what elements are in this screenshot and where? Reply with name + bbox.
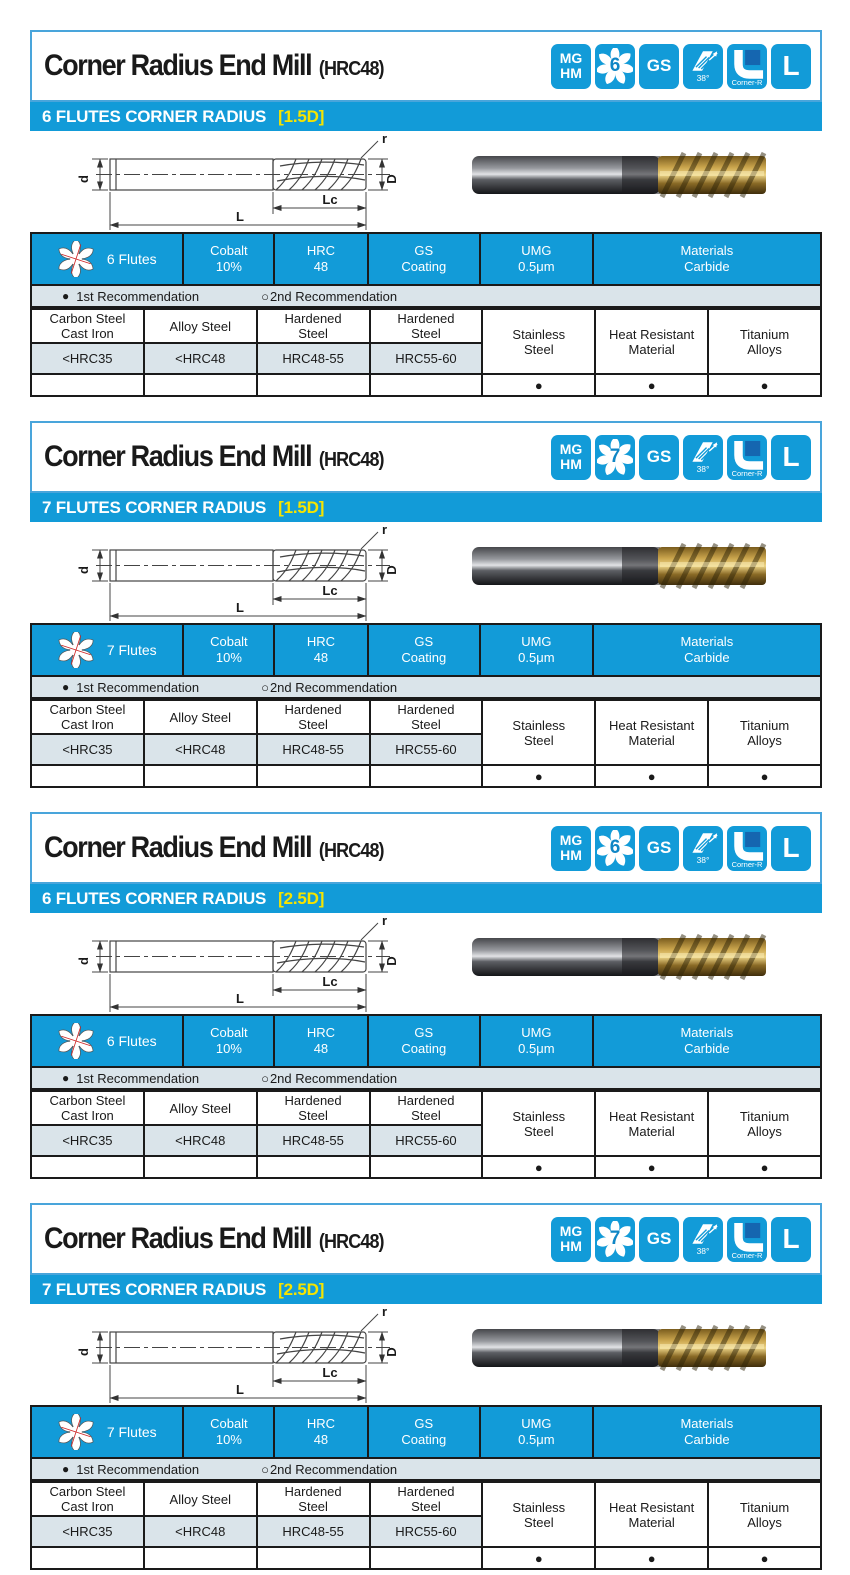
dim-label-l: L — [236, 600, 244, 615]
flutes-count-icon — [595, 1217, 635, 1262]
dot-cell-empty — [370, 1547, 483, 1569]
corner-r-icon: Corner-R — [727, 44, 767, 89]
material-carbon-steel: Carbon Steel Cast Iron — [31, 700, 144, 734]
series-size-tag: [2.5D] — [278, 1279, 325, 1299]
dot-cell-empty — [370, 374, 483, 396]
feature-icons — [551, 826, 811, 871]
dim-label-lc: Lc — [322, 583, 338, 598]
product-photo — [470, 151, 770, 199]
dot-cell-filled: ● — [595, 765, 708, 787]
media-row — [30, 913, 822, 1014]
dot-cell-empty — [257, 1156, 370, 1178]
material-carbon-steel: Carbon Steel Cast Iron — [31, 309, 144, 343]
spec-cobalt-cell: Cobalt 10% — [183, 624, 274, 676]
spec-row — [31, 233, 821, 285]
first-recommendation: ● 1st Recommendation — [62, 679, 200, 695]
first-recommendation: ● 1st Recommendation — [62, 288, 200, 304]
spec-hrc-cell: HRC 48 — [274, 624, 367, 676]
recommendation-legend — [30, 1068, 822, 1090]
product-photo — [470, 542, 770, 590]
materials-table — [30, 699, 822, 788]
series-banner-text: 7 FLUTES CORNER RADIUS — [42, 497, 267, 517]
dim-label-lc: Lc — [322, 192, 338, 207]
product-title: Corner Radius End Mill — [44, 49, 312, 82]
corner-r-icon: Corner-R — [727, 826, 767, 871]
dim-label-l: L — [236, 1382, 244, 1397]
dot-cell-empty — [144, 1547, 257, 1569]
helix-angle-icon: 38° — [683, 826, 723, 871]
filled-dot-icon: ● — [62, 680, 70, 694]
hardness-value: HRC48-55 — [257, 1516, 370, 1547]
dot-cell-empty — [370, 1156, 483, 1178]
section-header — [30, 812, 822, 884]
media-row — [30, 1304, 822, 1405]
dot-cell-filled: ● — [595, 374, 708, 396]
helix-angle-icon: 38° — [683, 44, 723, 89]
hardness-value: HRC55-60 — [370, 734, 483, 765]
series-banner-text: 7 FLUTES CORNER RADIUS — [42, 1279, 267, 1299]
flutes-count-icon — [595, 826, 635, 871]
dim-label-D: D — [384, 1347, 399, 1357]
series-banner — [30, 884, 822, 913]
hardness-value: HRC48-55 — [257, 734, 370, 765]
dim-label-r: r — [382, 1304, 388, 1319]
material-stainless-steel: Stainless Steel — [482, 1482, 595, 1547]
long-length-icon: L — [771, 44, 811, 89]
series-size-tag: [1.5D] — [278, 106, 325, 126]
material-titanium-alloys: Titanium Alloys — [708, 1091, 821, 1156]
dot-cell-empty — [31, 374, 144, 396]
product-title: Corner Radius End Mill — [44, 1222, 312, 1255]
dim-label-d: d — [76, 1348, 91, 1356]
spec-materials-cell: Materials Carbide — [593, 1406, 821, 1458]
dimension-diagram — [58, 913, 403, 1014]
dim-label-D: D — [384, 174, 399, 184]
dot-cell-filled: ● — [708, 1547, 821, 1569]
spec-materials-cell: Materials Carbide — [593, 624, 821, 676]
cutter-cross-section-icon — [58, 1023, 94, 1059]
spec-flutes-cell — [31, 1015, 183, 1067]
material-hardened-steel-1: Hardened Steel — [257, 1091, 370, 1125]
material-hardened-steel-1: Hardened Steel — [257, 309, 370, 343]
product-title-suffix: (HRC48) — [318, 449, 384, 471]
dim-label-r: r — [382, 522, 388, 537]
dot-cell-filled: ● — [482, 1156, 595, 1178]
dot-cell-empty — [144, 765, 257, 787]
materials-header-row — [31, 700, 821, 734]
helix-angle-icon: 38° — [683, 435, 723, 480]
first-recommendation: ● 1st Recommendation — [62, 1461, 200, 1477]
hardness-value: <HRC35 — [31, 1516, 144, 1547]
series-banner-text: 6 FLUTES CORNER RADIUS — [42, 888, 267, 908]
spec-hrc-cell: HRC 48 — [274, 1406, 367, 1458]
dot-cell-empty — [257, 765, 370, 787]
mg-hm-grade-icon: MG HM — [551, 44, 591, 89]
cutter-cross-section-icon — [58, 1414, 94, 1450]
material-heat-resistant: Heat Resistant Material — [595, 700, 708, 765]
catalog-page — [30, 30, 822, 1570]
material-titanium-alloys: Titanium Alloys — [708, 1482, 821, 1547]
dim-label-l: L — [236, 209, 244, 224]
dimension-diagram — [58, 131, 403, 232]
spec-coating-cell: GS Coating — [368, 624, 481, 676]
hardness-value: HRC55-60 — [370, 1125, 483, 1156]
dot-cell-filled: ● — [482, 765, 595, 787]
helix-angle-icon: 38° — [683, 1217, 723, 1262]
recommendation-legend — [30, 286, 822, 308]
recommendation-legend — [30, 1459, 822, 1481]
material-alloy-steel: Alloy Steel — [144, 1091, 257, 1125]
dimension-diagram — [58, 522, 403, 623]
hardness-value: HRC48-55 — [257, 343, 370, 374]
spec-flutes-label: 6 Flutes — [106, 251, 157, 267]
gs-coating-icon: GS — [639, 44, 679, 89]
dim-label-d: d — [76, 957, 91, 965]
dot-cell-empty — [144, 374, 257, 396]
section-header — [30, 421, 822, 493]
dot-cell-filled: ● — [708, 765, 821, 787]
dimension-diagram — [58, 1304, 403, 1405]
product-title-suffix: (HRC48) — [318, 1231, 384, 1253]
materials-header-row — [31, 309, 821, 343]
material-heat-resistant: Heat Resistant Material — [595, 309, 708, 374]
series-banner-text: 6 FLUTES CORNER RADIUS — [42, 106, 267, 126]
section-header — [30, 1203, 822, 1275]
spec-hrc-cell: HRC 48 — [274, 233, 367, 285]
second-recommendation: ○ 2nd Recommendation — [261, 288, 398, 304]
materials-table — [30, 1090, 822, 1179]
spec-coating-cell: GS Coating — [368, 1406, 481, 1458]
mg-hm-grade-icon: MG HM — [551, 826, 591, 871]
hardness-value: <HRC48 — [144, 1516, 257, 1547]
flutes-count-icon — [595, 435, 635, 480]
materials-dots-row — [31, 1156, 821, 1178]
second-recommendation: ○ 2nd Recommendation — [261, 679, 398, 695]
corner-r-icon: Corner-R — [727, 1217, 767, 1262]
material-carbon-steel: Carbon Steel Cast Iron — [31, 1091, 144, 1125]
material-heat-resistant: Heat Resistant Material — [595, 1482, 708, 1547]
dim-label-D: D — [384, 565, 399, 575]
spec-table — [30, 1405, 822, 1459]
dot-cell-filled: ● — [595, 1156, 708, 1178]
mg-hm-grade-icon: MG HM — [551, 1217, 591, 1262]
material-hardened-steel-2: Hardened Steel — [370, 700, 483, 734]
hardness-value: HRC48-55 — [257, 1125, 370, 1156]
spec-row — [31, 1406, 821, 1458]
hardness-value: <HRC48 — [144, 1125, 257, 1156]
product-photo — [470, 933, 770, 981]
long-length-icon: L — [771, 435, 811, 480]
dim-label-r: r — [382, 131, 388, 146]
materials-header-row — [31, 1091, 821, 1125]
series-banner — [30, 493, 822, 522]
gs-coating-icon: GS — [639, 1217, 679, 1262]
spec-coating-cell: GS Coating — [368, 1015, 481, 1067]
long-length-icon: L — [771, 1217, 811, 1262]
page-title — [44, 49, 384, 83]
materials-table — [30, 1481, 822, 1570]
dim-label-r: r — [382, 913, 388, 928]
product-title: Corner Radius End Mill — [44, 440, 312, 473]
flutes-number: 7 — [609, 446, 621, 467]
dim-label-D: D — [384, 956, 399, 966]
product-photo — [470, 1324, 770, 1372]
filled-dot-icon: ● — [62, 289, 70, 303]
spec-hrc-cell: HRC 48 — [274, 1015, 367, 1067]
dim-label-lc: Lc — [322, 1365, 338, 1380]
series-size-tag: [1.5D] — [278, 497, 325, 517]
spec-cobalt-cell: Cobalt 10% — [183, 1406, 274, 1458]
dot-cell-filled: ● — [482, 1547, 595, 1569]
spec-flutes-cell — [31, 624, 183, 676]
material-titanium-alloys: Titanium Alloys — [708, 309, 821, 374]
dot-cell-filled: ● — [708, 1156, 821, 1178]
spec-flutes-label: 6 Flutes — [106, 1033, 157, 1049]
spec-materials-cell: Materials Carbide — [593, 233, 821, 285]
mg-hm-grade-icon: MG HM — [551, 435, 591, 480]
dot-cell-empty — [31, 1547, 144, 1569]
material-titanium-alloys: Titanium Alloys — [708, 700, 821, 765]
spec-cobalt-cell: Cobalt 10% — [183, 1015, 274, 1067]
cutter-cross-section-icon — [58, 632, 94, 668]
cutter-cross-section-icon — [58, 241, 94, 277]
material-hardened-steel-2: Hardened Steel — [370, 1091, 483, 1125]
material-hardened-steel-1: Hardened Steel — [257, 700, 370, 734]
materials-dots-row — [31, 765, 821, 787]
product-section — [30, 421, 822, 788]
dim-label-lc: Lc — [322, 974, 338, 989]
hardness-value: <HRC48 — [144, 734, 257, 765]
filled-dot-icon: ● — [62, 1462, 70, 1476]
spec-table — [30, 1014, 822, 1068]
spec-table — [30, 232, 822, 286]
recommendation-legend — [30, 677, 822, 699]
spec-umg-cell: UMG 0.5μm — [480, 233, 593, 285]
page-title — [44, 440, 384, 474]
media-row — [30, 131, 822, 232]
second-recommendation: ○ 2nd Recommendation — [261, 1070, 398, 1086]
material-stainless-steel: Stainless Steel — [482, 1091, 595, 1156]
first-recommendation: ● 1st Recommendation — [62, 1070, 200, 1086]
gs-coating-icon: GS — [639, 826, 679, 871]
gs-coating-icon: GS — [639, 435, 679, 480]
product-section — [30, 30, 822, 397]
dim-label-d: d — [76, 566, 91, 574]
section-header — [30, 30, 822, 102]
corner-r-icon: Corner-R — [727, 435, 767, 480]
hardness-value: <HRC35 — [31, 343, 144, 374]
feature-icons — [551, 435, 811, 480]
material-hardened-steel-2: Hardened Steel — [370, 309, 483, 343]
material-stainless-steel: Stainless Steel — [482, 700, 595, 765]
dot-cell-filled: ● — [482, 374, 595, 396]
flutes-number: 6 — [609, 837, 621, 858]
helix-hatch-glyph — [688, 1222, 718, 1246]
product-title: Corner Radius End Mill — [44, 831, 312, 864]
spec-row — [31, 1015, 821, 1067]
spec-umg-cell: UMG 0.5μm — [480, 1406, 593, 1458]
page-title — [44, 831, 384, 865]
hardness-value: HRC55-60 — [370, 1516, 483, 1547]
open-dot-icon: ○ — [261, 288, 269, 304]
dot-cell-empty — [144, 1156, 257, 1178]
dot-cell-filled: ● — [708, 374, 821, 396]
spec-flutes-label: 7 Flutes — [106, 642, 157, 658]
series-banner — [30, 102, 822, 131]
product-section — [30, 812, 822, 1179]
material-hardened-steel-2: Hardened Steel — [370, 1482, 483, 1516]
material-hardened-steel-1: Hardened Steel — [257, 1482, 370, 1516]
feature-icons — [551, 44, 811, 89]
materials-header-row — [31, 1482, 821, 1516]
flutes-count-icon — [595, 44, 635, 89]
dot-cell-filled: ● — [595, 1547, 708, 1569]
product-title-suffix: (HRC48) — [318, 840, 384, 862]
dot-cell-empty — [370, 765, 483, 787]
spec-flutes-label: 7 Flutes — [106, 1424, 157, 1440]
spec-flutes-cell — [31, 1406, 183, 1458]
hardness-value: <HRC48 — [144, 343, 257, 374]
page-title — [44, 1222, 384, 1256]
feature-icons — [551, 1217, 811, 1262]
spec-flutes-cell — [31, 233, 183, 285]
flutes-number: 7 — [609, 1228, 621, 1249]
hardness-value: HRC55-60 — [370, 343, 483, 374]
spec-table — [30, 623, 822, 677]
second-recommendation: ○ 2nd Recommendation — [261, 1461, 398, 1477]
hardness-value: <HRC35 — [31, 1125, 144, 1156]
spec-materials-cell: Materials Carbide — [593, 1015, 821, 1067]
long-length-icon: L — [771, 826, 811, 871]
open-dot-icon: ○ — [261, 1461, 269, 1477]
dot-cell-empty — [31, 1156, 144, 1178]
series-size-tag: [2.5D] — [278, 888, 325, 908]
filled-dot-icon: ● — [62, 1071, 70, 1085]
material-heat-resistant: Heat Resistant Material — [595, 1091, 708, 1156]
media-row — [30, 522, 822, 623]
spec-umg-cell: UMG 0.5μm — [480, 624, 593, 676]
product-title-suffix: (HRC48) — [318, 58, 384, 80]
hardness-value: <HRC35 — [31, 734, 144, 765]
spec-cobalt-cell: Cobalt 10% — [183, 233, 274, 285]
helix-hatch-glyph — [688, 440, 718, 464]
series-banner — [30, 1275, 822, 1304]
spec-umg-cell: UMG 0.5μm — [480, 1015, 593, 1067]
materials-dots-row — [31, 1547, 821, 1569]
spec-row — [31, 624, 821, 676]
helix-hatch-glyph — [688, 49, 718, 73]
spec-coating-cell: GS Coating — [368, 233, 481, 285]
helix-hatch-glyph — [688, 831, 718, 855]
materials-dots-row — [31, 374, 821, 396]
flutes-number: 6 — [609, 55, 621, 76]
material-stainless-steel: Stainless Steel — [482, 309, 595, 374]
product-section — [30, 1203, 822, 1570]
material-alloy-steel: Alloy Steel — [144, 309, 257, 343]
dot-cell-empty — [31, 765, 144, 787]
dot-cell-empty — [257, 1547, 370, 1569]
material-alloy-steel: Alloy Steel — [144, 1482, 257, 1516]
material-alloy-steel: Alloy Steel — [144, 700, 257, 734]
materials-table — [30, 308, 822, 397]
material-carbon-steel: Carbon Steel Cast Iron — [31, 1482, 144, 1516]
dim-label-d: d — [76, 175, 91, 183]
open-dot-icon: ○ — [261, 679, 269, 695]
dot-cell-empty — [257, 374, 370, 396]
open-dot-icon: ○ — [261, 1070, 269, 1086]
dim-label-l: L — [236, 991, 244, 1006]
